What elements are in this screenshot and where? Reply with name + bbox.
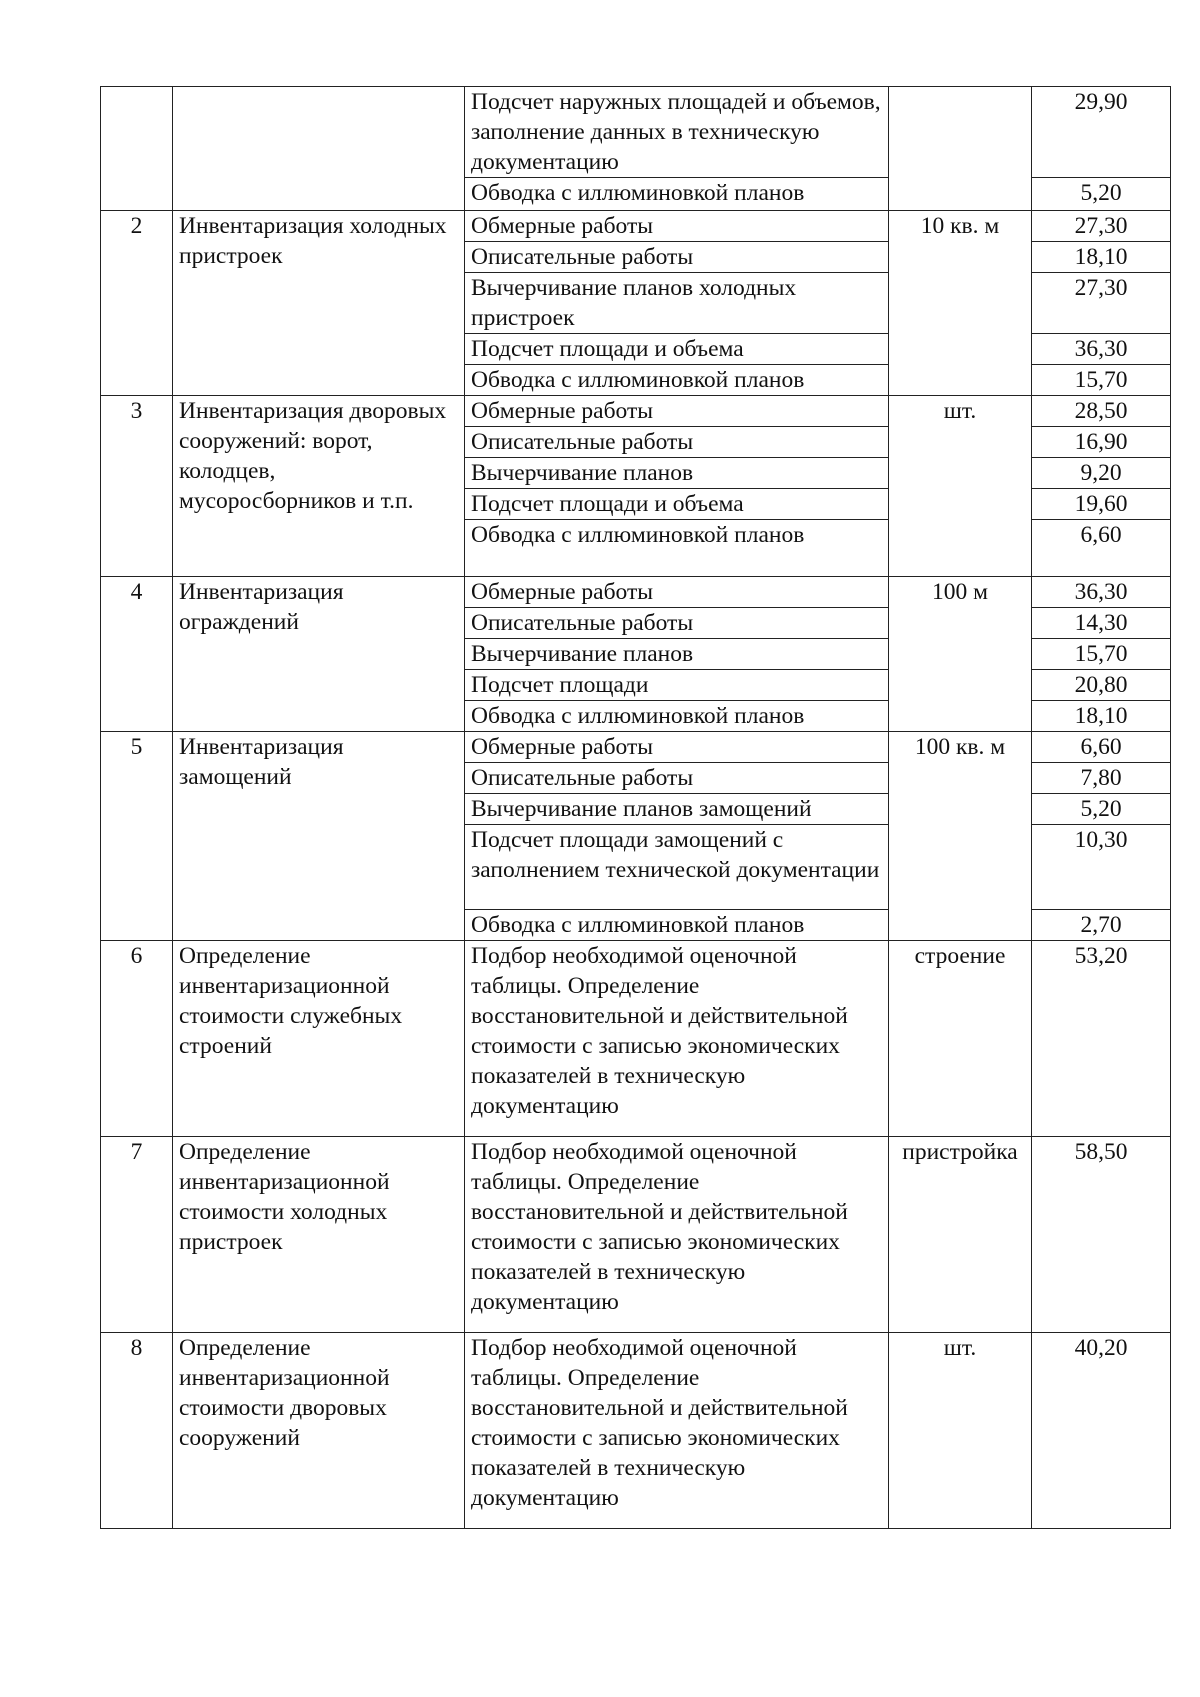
row-number: 7 bbox=[101, 1137, 173, 1333]
operation-description: Подбор необходимой оценочной таблицы. Определение восстановительной и действительной стоимости с записью экономических показателей в техническую документацию bbox=[465, 1333, 889, 1529]
operation-description: Подсчет площади и объема bbox=[465, 334, 889, 365]
work-type-name: Инвентаризация замощений bbox=[173, 732, 465, 941]
price-value: 29,90 bbox=[1032, 87, 1171, 178]
operation-description: Обводка с иллюминовкой планов bbox=[465, 178, 889, 211]
price-value: 15,70 bbox=[1032, 365, 1171, 396]
table-row bbox=[101, 211, 1171, 242]
price-value: 7,80 bbox=[1032, 763, 1171, 794]
price-value: 5,20 bbox=[1032, 178, 1171, 211]
measurement-unit bbox=[889, 87, 1032, 211]
operation-description: Подсчет площади и объема bbox=[465, 489, 889, 520]
operation-description: Подсчет площади замощений с заполнением технической документации bbox=[465, 825, 889, 910]
table-row bbox=[101, 732, 1171, 763]
operation-description: Вычерчивание планов замощений bbox=[465, 794, 889, 825]
price-table bbox=[100, 86, 1171, 1529]
operation-description: Вычерчивание планов холодных пристроек bbox=[465, 273, 889, 334]
operation-description: Описательные работы bbox=[465, 763, 889, 794]
price-value: 27,30 bbox=[1032, 211, 1171, 242]
operation-description: Обмерные работы bbox=[465, 732, 889, 763]
work-type-name: Инвентаризация ограждений bbox=[173, 577, 465, 732]
operation-description: Подбор необходимой оценочной таблицы. Определение восстановительной и действительной стоимости с записью экономических показателей в техническую документацию bbox=[465, 941, 889, 1137]
operation-description: Подсчет площади bbox=[465, 670, 889, 701]
table-row bbox=[101, 1137, 1171, 1333]
price-value: 27,30 bbox=[1032, 273, 1171, 334]
operation-description: Обводка с иллюминовкой планов bbox=[465, 701, 889, 732]
row-number: 2 bbox=[101, 211, 173, 396]
price-value: 58,50 bbox=[1032, 1137, 1171, 1333]
measurement-unit: 10 кв. м bbox=[889, 211, 1032, 396]
measurement-unit: шт. bbox=[889, 396, 1032, 577]
operation-description: Обмерные работы bbox=[465, 577, 889, 608]
row-number: 6 bbox=[101, 941, 173, 1137]
work-type-name: Определение инвентаризационной стоимости холодных пристроек bbox=[173, 1137, 465, 1333]
operation-description: Обводка с иллюминовкой планов bbox=[465, 365, 889, 396]
price-value: 19,60 bbox=[1032, 489, 1171, 520]
operation-description: Обводка с иллюминовкой планов bbox=[465, 520, 889, 577]
price-value: 53,20 bbox=[1032, 941, 1171, 1137]
price-value: 20,80 bbox=[1032, 670, 1171, 701]
operation-description: Вычерчивание планов bbox=[465, 639, 889, 670]
price-value: 9,20 bbox=[1032, 458, 1171, 489]
operation-description: Обводка с иллюминовкой планов bbox=[465, 910, 889, 941]
price-value: 5,20 bbox=[1032, 794, 1171, 825]
operation-description: Описательные работы bbox=[465, 427, 889, 458]
price-value: 6,60 bbox=[1032, 732, 1171, 763]
operation-description: Вычерчивание планов bbox=[465, 458, 889, 489]
price-value: 10,30 bbox=[1032, 825, 1171, 910]
row-number: 8 bbox=[101, 1333, 173, 1529]
table-body bbox=[101, 87, 1171, 1529]
price-value: 15,70 bbox=[1032, 639, 1171, 670]
measurement-unit: строение bbox=[889, 941, 1032, 1137]
operation-description: Обмерные работы bbox=[465, 396, 889, 427]
price-value: 36,30 bbox=[1032, 334, 1171, 365]
measurement-unit: 100 м bbox=[889, 577, 1032, 732]
price-value: 16,90 bbox=[1032, 427, 1171, 458]
operation-description: Описательные работы bbox=[465, 608, 889, 639]
measurement-unit: пристройка bbox=[889, 1137, 1032, 1333]
operation-description: Обмерные работы bbox=[465, 211, 889, 242]
row-number: 3 bbox=[101, 396, 173, 577]
work-type-name: Определение инвентаризационной стоимости дворовых сооружений bbox=[173, 1333, 465, 1529]
row-number: 5 bbox=[101, 732, 173, 941]
work-type-name: Инвентаризация дворовых сооружений: ворот, колодцев, мусоросборников и т.п. bbox=[173, 396, 465, 577]
price-value: 40,20 bbox=[1032, 1333, 1171, 1529]
price-value: 2,70 bbox=[1032, 910, 1171, 941]
price-value: 6,60 bbox=[1032, 520, 1171, 577]
measurement-unit: шт. bbox=[889, 1333, 1032, 1529]
row-number bbox=[101, 87, 173, 211]
operation-description: Подбор необходимой оценочной таблицы. Определение восстановительной и действительной стоимости с записью экономических показателей в техническую документацию bbox=[465, 1137, 889, 1333]
operation-description: Подсчет наружных площадей и объемов, заполнение данных в техническую документацию bbox=[465, 87, 889, 178]
table-row bbox=[101, 577, 1171, 608]
measurement-unit: 100 кв. м bbox=[889, 732, 1032, 941]
work-type-name: Инвентаризация холодных пристроек bbox=[173, 211, 465, 396]
operation-description: Описательные работы bbox=[465, 242, 889, 273]
table-row bbox=[101, 396, 1171, 427]
price-value: 18,10 bbox=[1032, 701, 1171, 732]
price-value: 28,50 bbox=[1032, 396, 1171, 427]
row-number: 4 bbox=[101, 577, 173, 732]
price-value: 18,10 bbox=[1032, 242, 1171, 273]
price-value: 36,30 bbox=[1032, 577, 1171, 608]
work-type-name: Определение инвентаризационной стоимости служебных строений bbox=[173, 941, 465, 1137]
table-row bbox=[101, 941, 1171, 1137]
table-row bbox=[101, 1333, 1171, 1529]
price-value: 14,30 bbox=[1032, 608, 1171, 639]
work-type-name bbox=[173, 87, 465, 211]
table-row bbox=[101, 87, 1171, 178]
